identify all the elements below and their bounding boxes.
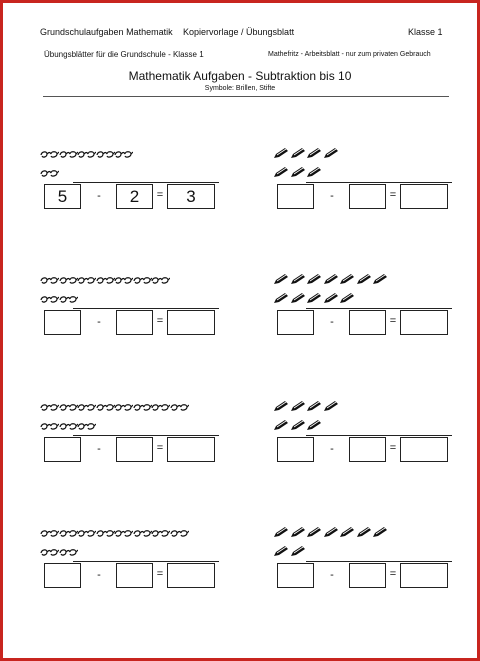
subtrahend-box[interactable] xyxy=(349,563,386,588)
glasses-icon xyxy=(40,403,59,412)
subtrahend-box[interactable] xyxy=(349,437,386,462)
glasses-icon xyxy=(40,422,59,431)
glasses-icon xyxy=(77,272,96,290)
subtraction-task xyxy=(40,399,220,469)
subtraction-task xyxy=(273,399,453,469)
subtrahend-box[interactable] xyxy=(349,184,386,209)
glasses-icon xyxy=(170,399,189,417)
pencil-icon xyxy=(339,525,355,543)
glasses-icon xyxy=(114,272,133,290)
pencil-icon xyxy=(290,272,306,290)
pencil-icon xyxy=(372,272,388,290)
pencil-icon xyxy=(273,420,289,431)
pencil-icon xyxy=(339,272,355,290)
difference-box[interactable] xyxy=(400,310,448,335)
header-center: Kopiervorlage / Übungsblatt xyxy=(183,27,295,37)
minuend-box[interactable]: 5 xyxy=(44,184,81,209)
pencil-icon xyxy=(323,399,339,417)
pencil-icon xyxy=(290,291,306,309)
glasses-icon xyxy=(59,548,78,557)
pencil-icon xyxy=(273,544,289,562)
glasses-icon xyxy=(59,418,78,436)
glasses-icon xyxy=(151,525,170,543)
pencil-icon xyxy=(273,293,289,304)
glasses-icon xyxy=(77,150,96,159)
minuend-box[interactable] xyxy=(277,310,314,335)
pencil-icon xyxy=(356,272,372,290)
pencil-icon xyxy=(290,167,306,178)
glasses-icon xyxy=(151,276,170,285)
subtrahend-box[interactable] xyxy=(116,437,153,462)
pencil-icon xyxy=(273,401,289,412)
pencil-icon xyxy=(306,272,322,290)
glasses-icon xyxy=(77,276,96,285)
glasses-icon xyxy=(133,399,152,417)
glasses-icon xyxy=(151,403,170,412)
pencil-icon xyxy=(290,420,306,431)
subtraction-task xyxy=(273,525,453,595)
glasses-icon xyxy=(114,276,133,285)
glasses-icon xyxy=(96,146,115,164)
glasses-icon xyxy=(96,399,115,417)
glasses-icon xyxy=(59,399,78,417)
glasses-icon xyxy=(77,422,96,431)
glasses-icon xyxy=(40,169,59,178)
pencil-icon xyxy=(306,274,322,285)
pencil-icon xyxy=(290,527,306,538)
glasses-icon xyxy=(40,399,59,417)
glasses-icon xyxy=(59,544,78,562)
glasses-icon xyxy=(96,276,115,285)
connector-line xyxy=(73,308,219,309)
subtraction-task xyxy=(40,146,220,216)
minuend-box[interactable] xyxy=(277,563,314,588)
glasses-icon xyxy=(77,525,96,543)
pencil-icon xyxy=(306,293,322,304)
pencil-icon xyxy=(273,274,289,285)
pencil-icon xyxy=(290,546,306,557)
equals-sign: = xyxy=(389,189,397,201)
glasses-icon xyxy=(59,291,78,309)
glasses-icon xyxy=(170,529,189,538)
minuend-box[interactable] xyxy=(44,310,81,335)
pencil-icon xyxy=(323,293,339,304)
pencil-icon xyxy=(306,167,322,178)
pencil-icon xyxy=(273,272,289,290)
equals-sign: = xyxy=(156,442,164,454)
pencil-icon xyxy=(290,148,306,159)
glasses-icon xyxy=(59,276,78,285)
glasses-icon xyxy=(59,422,78,431)
pencil-icon xyxy=(290,544,306,562)
glasses-icon xyxy=(77,418,96,436)
pencil-icon xyxy=(323,272,339,290)
glasses-icon xyxy=(59,295,78,304)
glasses-icon xyxy=(40,272,59,290)
glasses-icon xyxy=(59,525,78,543)
glasses-icon xyxy=(96,529,115,538)
pencil-icon xyxy=(323,525,339,543)
pencil-icon xyxy=(323,291,339,309)
pencil-icon xyxy=(290,418,306,436)
glasses-icon xyxy=(151,399,170,417)
connector-line xyxy=(73,435,219,436)
connector-line xyxy=(306,308,452,309)
glasses-icon xyxy=(40,150,59,159)
pencil-icon xyxy=(273,148,289,159)
pencil-icon xyxy=(372,527,388,538)
pencil-icon xyxy=(273,146,289,164)
glasses-icon xyxy=(77,399,96,417)
glasses-icon xyxy=(77,146,96,164)
glasses-icon xyxy=(96,150,115,159)
pencil-icon xyxy=(273,399,289,417)
glasses-icon xyxy=(114,150,133,159)
difference-box[interactable] xyxy=(400,563,448,588)
glasses-icon xyxy=(114,399,133,417)
glasses-icon xyxy=(114,146,133,164)
connector-line xyxy=(73,561,219,562)
equals-sign: = xyxy=(389,315,397,327)
glasses-icon xyxy=(59,272,78,290)
pencil-icon xyxy=(306,527,322,538)
difference-box[interactable] xyxy=(167,437,215,462)
glasses-icon xyxy=(114,525,133,543)
difference-box[interactable]: 3 xyxy=(167,184,215,209)
glasses-icon xyxy=(40,418,59,436)
pencil-icon xyxy=(306,148,322,159)
pencil-icon xyxy=(290,165,306,183)
glasses-icon xyxy=(133,525,152,543)
pencil-icon xyxy=(323,527,339,538)
glasses-icon xyxy=(133,529,152,538)
minus-sign: - xyxy=(97,316,101,328)
glasses-icon xyxy=(59,150,78,159)
glasses-icon xyxy=(151,529,170,538)
minus-sign: - xyxy=(330,443,334,455)
glasses-icon xyxy=(40,291,59,309)
difference-box[interactable] xyxy=(167,310,215,335)
pencil-icon xyxy=(323,274,339,285)
title-divider xyxy=(43,96,449,97)
glasses-icon xyxy=(133,403,152,412)
header-right: Klasse 1 xyxy=(408,27,443,37)
minus-sign: - xyxy=(97,190,101,202)
glasses-icon xyxy=(96,272,115,290)
subtrahend-box[interactable] xyxy=(116,563,153,588)
glasses-icon xyxy=(114,529,133,538)
pencil-icon xyxy=(356,274,372,285)
pencil-icon xyxy=(273,527,289,538)
equals-sign: = xyxy=(389,442,397,454)
glasses-icon xyxy=(40,525,59,543)
glasses-icon xyxy=(40,529,59,538)
difference-box[interactable] xyxy=(400,184,448,209)
pencil-icon xyxy=(290,274,306,285)
minus-sign: - xyxy=(97,569,101,581)
pencil-icon xyxy=(290,401,306,412)
minus-sign: - xyxy=(97,443,101,455)
connector-line xyxy=(306,561,452,562)
glasses-icon xyxy=(133,276,152,285)
pencil-icon xyxy=(273,167,289,178)
worksheet-page xyxy=(3,3,477,658)
header-sub-right: Mathefritz - Arbeitsblatt - nur zum privaten Gebrauch xyxy=(268,51,431,58)
glasses-icon xyxy=(114,403,133,412)
glasses-icon xyxy=(40,146,59,164)
pencil-icon xyxy=(306,165,322,183)
pencil-icon xyxy=(372,525,388,543)
glasses-icon xyxy=(59,403,78,412)
page-subtitle: Symbole: Brillen, Stifte xyxy=(204,85,276,92)
glasses-icon xyxy=(40,548,59,557)
glasses-icon xyxy=(133,272,152,290)
pencil-icon xyxy=(306,291,322,309)
minuend-box[interactable] xyxy=(44,437,81,462)
pencil-icon xyxy=(273,418,289,436)
page-title: Mathematik Aufgaben - Subtraktion bis 10 xyxy=(128,69,352,83)
difference-box[interactable] xyxy=(167,563,215,588)
pencil-icon xyxy=(306,418,322,436)
subtrahend-box[interactable] xyxy=(349,310,386,335)
pencil-icon xyxy=(290,293,306,304)
pencil-icon xyxy=(339,274,355,285)
header-sub-left: Übungsblätter für die Grundschule - Klasse 1 xyxy=(44,50,204,59)
pencil-icon xyxy=(306,420,322,431)
glasses-icon xyxy=(96,525,115,543)
pencil-icon xyxy=(306,525,322,543)
glasses-icon xyxy=(40,276,59,285)
pencil-icon xyxy=(306,401,322,412)
glasses-icon xyxy=(40,165,59,183)
glasses-icon xyxy=(59,529,78,538)
pencil-icon xyxy=(273,525,289,543)
pencil-icon xyxy=(273,165,289,183)
glasses-icon xyxy=(40,295,59,304)
subtraction-task xyxy=(40,525,220,595)
subtraction-task xyxy=(273,146,453,216)
minus-sign: - xyxy=(330,569,334,581)
glasses-icon xyxy=(77,529,96,538)
header-left: Grundschulaufgaben Mathematik xyxy=(40,27,173,37)
pencil-icon xyxy=(356,525,372,543)
subtrahend-box[interactable]: 2 xyxy=(116,184,153,209)
glasses-icon xyxy=(151,272,170,290)
minuend-box[interactable] xyxy=(277,437,314,462)
glasses-icon xyxy=(170,525,189,543)
minus-sign: - xyxy=(330,316,334,328)
pencil-icon xyxy=(323,401,339,412)
pencil-icon xyxy=(323,148,339,159)
equals-sign: = xyxy=(156,189,164,201)
glasses-icon xyxy=(96,403,115,412)
glasses-icon xyxy=(170,403,189,412)
minuend-box[interactable] xyxy=(44,563,81,588)
pencil-icon xyxy=(339,291,355,309)
pencil-icon xyxy=(339,527,355,538)
pencil-icon xyxy=(290,525,306,543)
pencil-icon xyxy=(290,146,306,164)
pencil-icon xyxy=(372,274,388,285)
pencil-icon xyxy=(306,146,322,164)
minus-sign: - xyxy=(330,190,334,202)
connector-line xyxy=(306,435,452,436)
pencil-icon xyxy=(273,546,289,557)
pencil-icon xyxy=(273,291,289,309)
subtraction-task xyxy=(273,272,453,342)
equals-sign: = xyxy=(156,315,164,327)
glasses-icon xyxy=(40,544,59,562)
connector-line xyxy=(306,182,452,183)
difference-box[interactable] xyxy=(400,437,448,462)
subtrahend-box[interactable] xyxy=(116,310,153,335)
pencil-icon xyxy=(290,399,306,417)
pencil-icon xyxy=(323,146,339,164)
connector-line xyxy=(73,182,219,183)
glasses-icon xyxy=(77,403,96,412)
pencil-icon xyxy=(339,293,355,304)
glasses-icon xyxy=(59,146,78,164)
subtraction-task xyxy=(40,272,220,342)
pencil-icon xyxy=(306,399,322,417)
equals-sign: = xyxy=(389,568,397,580)
equals-sign: = xyxy=(156,568,164,580)
minuend-box[interactable] xyxy=(277,184,314,209)
pencil-icon xyxy=(356,527,372,538)
